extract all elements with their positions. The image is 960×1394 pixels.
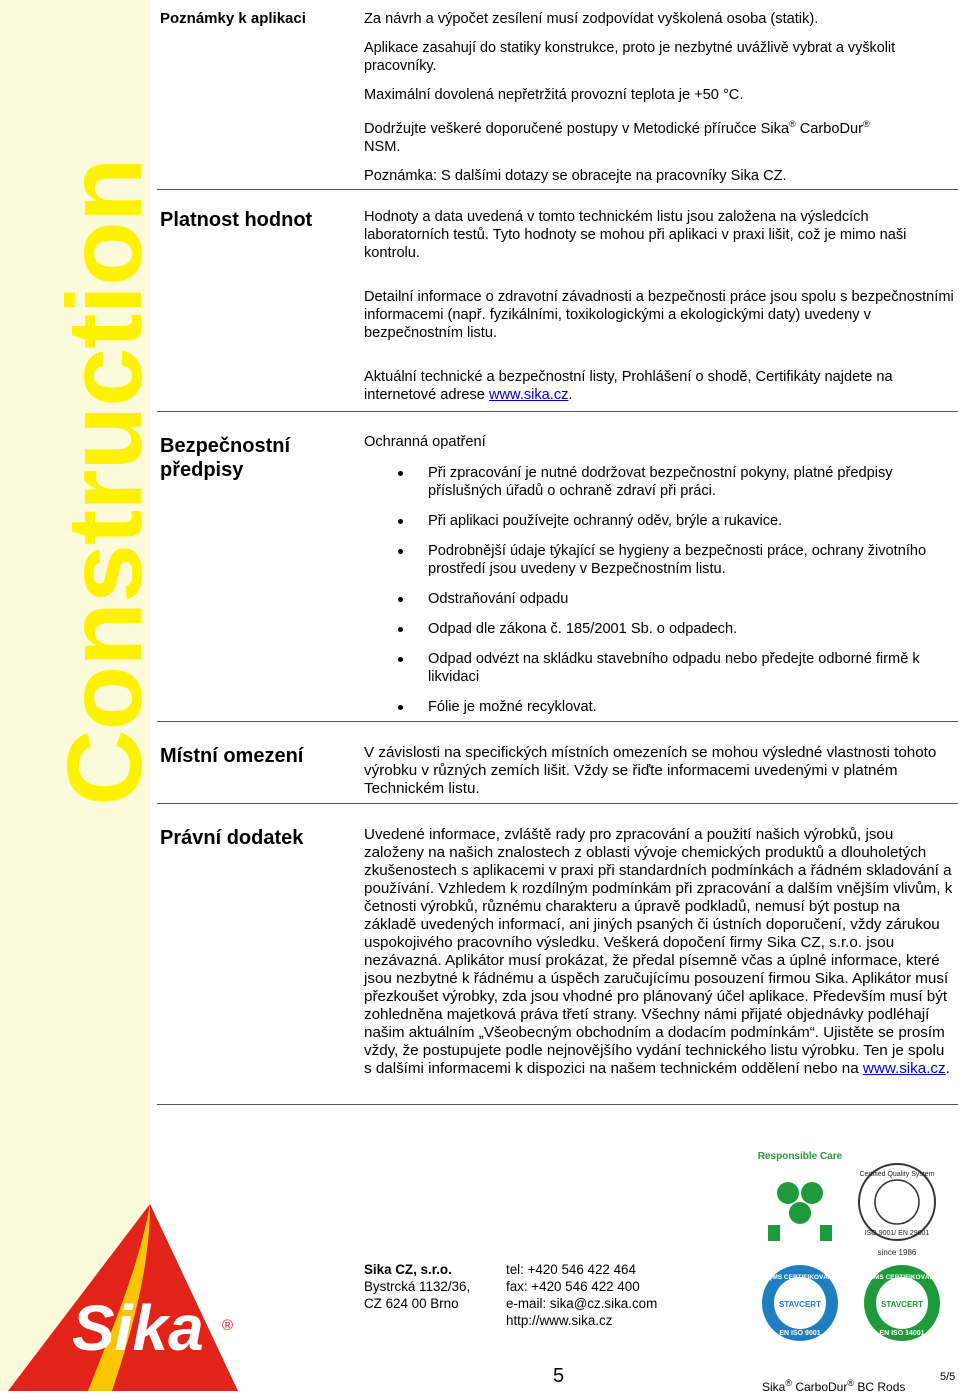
sika-link[interactable]: www.sika.cz	[488, 387, 569, 403]
list-item: Odpad odvézt na skládku stavebního odpadu nebo předejte odborné firmě k likvidaci	[364, 650, 954, 686]
svg-text:ISO 9001/ EN 29001: ISO 9001/ EN 29001	[864, 1230, 930, 1237]
sidebar	[0, 0, 164, 1391]
poznamky-line-1: Za návrh a výpočet zesílení musí zodpovídat vyškolená osoba (statik).	[364, 11, 819, 27]
divider	[157, 189, 958, 190]
page-fraction: 5/5	[940, 1371, 956, 1383]
svg-text:Responsible Care: Responsible Care	[758, 1151, 842, 1162]
label-mistni: Místní omezení	[160, 745, 304, 767]
poznamky-line-4: Dodržujte veškeré doporučené postupy v Metodické příručce Sika® CarboDur® NSM.	[364, 119, 870, 155]
list-item: Fólie je možné recyklovat.	[364, 698, 954, 716]
platnost-text	[364, 208, 954, 404]
list-item: Odpad dle zákona č. 185/2001 Sb. o odpadech.	[364, 620, 954, 638]
platnost-p1: Hodnoty a data uvedená v tomto technickém listu jsou založena na výsledcích laboratorních testů. Tyto hodnoty se mohou při aplikaci v praxi lišit, což je mimo naši kontrolu.	[364, 209, 907, 261]
contact-email: e-mail: sika@cz.sika.com	[506, 1296, 658, 1311]
quality-system-icon	[855, 1162, 939, 1258]
platnost-p2: Detailní informace o zdravotní závadnosti a bezpečnosti práce jsou spolu s bezpečnostními informacemi (např. fyzikálními, toxikologickými a ekologickými daty) uvedeny v bezpečnostním listu.	[364, 289, 954, 341]
bullet-icon	[398, 627, 403, 632]
poznamky-line-2: Aplikace zasahují do statiky konstrukce, proto je nezbytné uvážlivě vybrat a vyškolit pracovníky.	[364, 40, 896, 74]
poznamky-line-3: Maximální dovolená nepřetržitá provozní teplota je +50 °C.	[364, 87, 744, 103]
page-number: 5	[553, 1365, 565, 1387]
svg-text:since 1986: since 1986	[877, 1248, 917, 1257]
contact-fax: fax: +420 546 422 400	[506, 1279, 640, 1294]
svg-text:Certified Quality System: Certified Quality System	[859, 1171, 935, 1178]
divider	[157, 721, 958, 722]
ems-certificate-icon	[862, 1263, 942, 1343]
contact-web: http://www.sika.cz	[506, 1313, 613, 1328]
poznamky-text	[364, 10, 954, 185]
svg-text:QMS CERTIFIKOVÁN: QMS CERTIFIKOVÁN	[767, 1274, 833, 1281]
qms-certificate-icon	[760, 1263, 840, 1343]
company-name: Sika CZ, s.r.o.	[364, 1262, 452, 1277]
divider	[157, 411, 958, 412]
bullet-icon	[398, 657, 403, 662]
list-item: Při zpracování je nutné dodržovat bezpečnostní pokyny, platné předpisy příslušných úřadů o ochraně zdraví při práci.	[364, 464, 954, 500]
platnost-p3: Aktuální technické a bezpečnostní listy, Prohlášení o shodě, Certifikáty najdete na internetové adrese www.sika.cz.	[364, 369, 893, 403]
footer-contact	[506, 1261, 657, 1329]
svg-text:STAVCERT: STAVCERT	[881, 1300, 923, 1309]
label-platnost: Platnost hodnot	[160, 209, 313, 231]
sika-logo	[0, 1200, 250, 1391]
label-poznamky: Poznámky k aplikaci	[160, 10, 306, 27]
svg-text:Sika: Sika	[72, 1292, 204, 1364]
responsible-care-icon	[758, 1145, 842, 1245]
bullet-icon	[398, 519, 403, 524]
bullet-icon	[398, 549, 403, 554]
mistni-text: V závislosti na specifických místních omezeních se mohou výsledné vlastnosti tohoto výrobku v různých zemích lišit. Vždy se řiďte informacemi uvedenými v platném Technickém listu.	[364, 744, 937, 797]
label-bezpecnostni: Bezpečnostní předpisy	[160, 435, 291, 481]
bullet-icon	[398, 705, 403, 710]
company-street: Bystrcká 1132/36,	[364, 1279, 471, 1294]
footer-address	[364, 1261, 470, 1312]
contact-tel: tel: +420 546 422 464	[506, 1262, 636, 1277]
svg-text:EMS CERTIFIKOVÁN: EMS CERTIFIKOVÁN	[869, 1274, 935, 1281]
list-item: Odstraňování odpadu	[364, 590, 954, 608]
poznamky-line-5: Poznámka: S dalšími dotazy se obracejte na pracovníky Sika CZ.	[364, 167, 787, 184]
product-name: Sika® CarboDur® BC Rods	[762, 1378, 906, 1394]
svg-text:EN ISO 14001: EN ISO 14001	[879, 1330, 925, 1337]
construction-brand-text: Construction	[46, 158, 164, 806]
sika-link[interactable]: www.sika.cz	[862, 1060, 946, 1077]
label-pravni: Právní dodatek	[160, 827, 304, 849]
pravni-text: Uvedené informace, zvláště rady pro zpracování a použití našich výrobků, jsou založeny na našich znalostech z oblasti vývoje chemických produktů a dlouholetých zkušenostech s aplikacemi v praxi při standardních podmínkách a řádném skladování a používání. Vzhledem k rozdílným podmínkám při zpracování a dalším vnějším vlivům, k četnosti výrobků, různému charakteru a úpravě podkladů, nemusí být postup na základě uvedených informací, ani jiných psaných či ústních doporučení, vždy zárukou uspokojivého pracovního výsledku. Veškerá dopočení firmy Sika CZ, s.r.o. jsou nezávazná. Aplikátor musí prokázat, že předal písemně včas a úplné informace, které jsou nezbytné k řádnému a úspěch zaručujícímu posouzení firmou Sika. Aplikátor musí přezkoušet výrobky, zda jsou vhodné pro plánovaný účel aplikace. Především musí být zohledněna majetková práva třetí strany. Všechny námi přijaté objednávky podléhají našim aktuálním „Všeobecným obchodním a dodacím podmínkám“. Ujistěte se prosím vždy, že postupujete podle nejnovějšího vydání technického listu výrobku. Ten je spolu s dalšími informacemi k dispozici na našem technickém oddělení nebo na www.sika.cz.	[364, 826, 953, 1077]
svg-text:®: ®	[222, 1317, 234, 1334]
list-item: Při aplikaci používejte ochranný oděv, brýle a rukavice.	[364, 512, 954, 530]
svg-text:STAVCERT: STAVCERT	[779, 1300, 821, 1309]
list-item: Podrobnější údaje týkající se hygieny a bezpečnosti práce, ochrany životního prostředí jsou uvedeny v Bezpečnostním listu.	[364, 542, 954, 578]
bullet-icon	[398, 471, 403, 476]
svg-text:EN ISO 9001: EN ISO 9001	[779, 1330, 821, 1337]
divider	[157, 1104, 958, 1105]
divider	[157, 803, 958, 804]
ochranna-heading: Ochranná opatření	[364, 434, 486, 450]
bullet-icon	[398, 597, 403, 602]
company-city: CZ 624 00 Brno	[364, 1296, 459, 1311]
